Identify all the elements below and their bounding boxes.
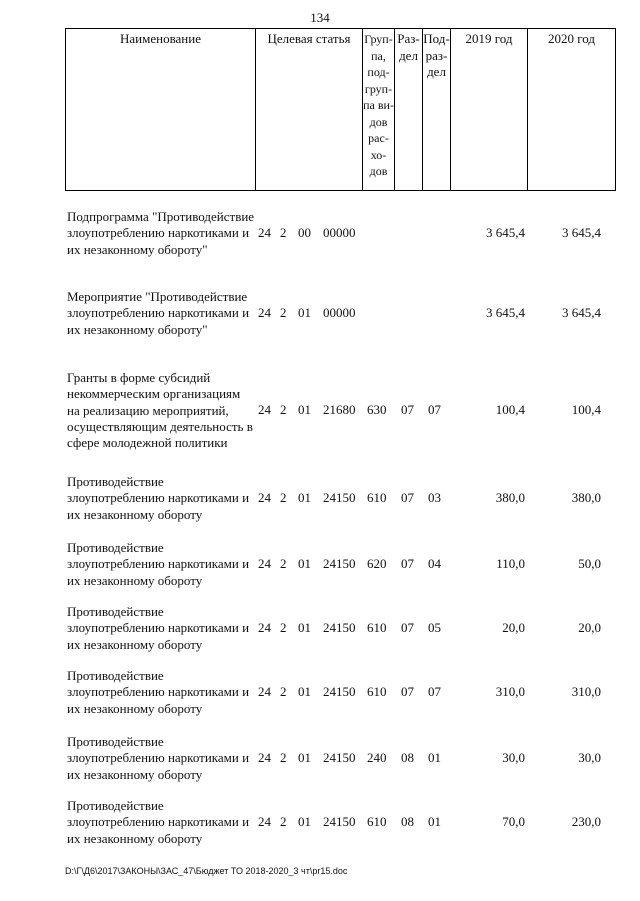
row-k4: 24150 [323,620,356,635]
row-name: Противодействие злоупотреблению наркотиками и их незаконному обороту [67,604,250,652]
row-k3: 01 [298,402,311,417]
row-2019: 310,0 [495,684,525,699]
row-group: 620 [367,556,387,571]
row-2020: 20,0 [578,620,601,635]
header-group-line: дов [369,164,388,178]
row-2019: 380,0 [495,490,525,505]
row-k2: 2 [280,556,287,571]
row-group: 610 [367,814,387,829]
row-k4: 00000 [323,225,356,240]
row-subsection: 01 [428,814,441,829]
row-name: Подпрограмма "Противодействие злоупотреблению наркотиками и их незаконному обороту" [67,209,255,257]
row-k3: 01 [298,750,311,765]
row-2019: 30,0 [502,750,525,765]
row-2019: 3 645,4 [486,305,525,320]
row-k1: 24 [258,750,271,765]
row-k2: 2 [280,225,287,240]
header-target: Целевая статья [256,29,363,190]
table-header [65,28,616,191]
row-name: Противодействие злоупотреблению наркотиками и их незаконному обороту [67,798,250,846]
row-name: Противодействие злоупотреблению наркотиками и их незаконному обороту [67,540,250,588]
row-k3: 01 [298,490,311,505]
row-2019: 70,0 [502,814,525,829]
header-group-line: дов [369,114,388,129]
row-k2: 2 [280,620,287,635]
header-subsection [423,29,451,190]
header-name: Наименование [66,29,256,190]
row-2020: 100,4 [571,402,601,417]
row-k2: 2 [280,750,287,765]
row-section: 07 [401,684,414,699]
row-name: Противодействие злоупотреблению наркотиками и их незаконному обороту [67,668,250,716]
row-2020: 3 645,4 [562,305,601,320]
row-section: 08 [401,814,414,829]
row-group: 240 [367,750,387,765]
row-k4: 24150 [323,684,356,699]
header-group-line: па, [371,48,386,63]
row-k3: 01 [298,620,311,635]
row-section: 08 [401,750,414,765]
row-subsection: 04 [428,556,441,571]
row-section: 07 [401,556,414,571]
row-k1: 24 [258,620,271,635]
row-k2: 2 [280,814,287,829]
row-k3: 00 [298,225,311,240]
header-group-line: рас- [368,131,389,145]
row-group: 610 [367,684,387,699]
row-subsection: 05 [428,620,441,635]
row-subsection: 07 [428,684,441,699]
row-k3: 01 [298,305,311,320]
row-k4: 00000 [323,305,356,320]
row-k1: 24 [258,814,271,829]
header-section-line: дел [399,47,418,63]
row-k4: 24150 [323,750,356,765]
header-subsection-line: раз- [425,47,448,63]
row-k4: 24150 [323,556,356,571]
row-name: Гранты в форме субсидий некоммерческим организациям на реализацию мероприятий, осуществляющим деятельность в сфере молодежной политики [67,370,253,451]
row-k1: 24 [258,556,271,571]
row-2019: 3 645,4 [486,225,525,240]
header-section-line: Раз- [397,31,420,46]
row-name: Мероприятие "Противодействие злоупотреблению наркотиками и их незаконному обороту" [67,289,250,337]
header-group-line: Груп- [364,32,393,46]
row-2019: 100,4 [495,402,525,417]
row-2020: 230,0 [571,814,601,829]
row-k2: 2 [280,305,287,320]
row-group: 630 [367,402,387,417]
header-year-2020: 2020 год [548,31,595,46]
row-k2: 2 [280,684,287,699]
row-2019: 20,0 [502,620,525,635]
row-subsection: 01 [428,750,441,765]
row-k3: 01 [298,684,311,699]
row-k3: 01 [298,556,311,571]
row-section: 07 [401,490,414,505]
row-k4: 24150 [323,490,356,505]
row-k1: 24 [258,684,271,699]
row-k4: 24150 [323,814,356,829]
header-group-line: груп- [364,81,393,96]
header-group-line: хо- [370,147,387,162]
row-k1: 24 [258,225,271,240]
row-2020: 50,0 [578,556,601,571]
row-2019: 110,0 [496,556,525,571]
row-k1: 24 [258,402,271,417]
row-k4: 21680 [323,402,356,417]
row-group: 610 [367,490,387,505]
file-path-footer: D:\Г\Д6\2017\ЗАКОНЫ\ЗАС_47\Бюджет ТО 2018-2020_3 чт\pr15.doc [65,866,348,876]
row-k2: 2 [280,490,287,505]
row-name: Противодействие злоупотреблению наркотиками и их незаконному обороту [67,474,250,522]
row-2020: 310,0 [571,684,601,699]
header-group [363,29,395,190]
row-k3: 01 [298,814,311,829]
page-number: 134 [310,10,330,25]
row-section: 07 [401,402,414,417]
header-year-2019: 2019 год [451,29,528,190]
row-name: Противодействие злоупотреблению наркотиками и их незаконному обороту [67,734,250,782]
row-k1: 24 [258,490,271,505]
header-section [395,29,423,190]
header-subsection-line: дел [427,64,446,79]
row-k1: 24 [258,305,271,320]
header-group-line: па ви- [363,98,394,112]
row-subsection: 07 [428,402,441,417]
row-k2: 2 [280,402,287,417]
row-2020: 3 645,4 [562,225,601,240]
row-section: 07 [401,620,414,635]
row-2020: 380,0 [571,490,601,505]
row-2020: 30,0 [578,750,601,765]
row-subsection: 03 [428,490,441,505]
header-group-line: под- [367,65,390,79]
row-group: 610 [367,620,387,635]
header-subsection-line: Под- [423,31,450,46]
